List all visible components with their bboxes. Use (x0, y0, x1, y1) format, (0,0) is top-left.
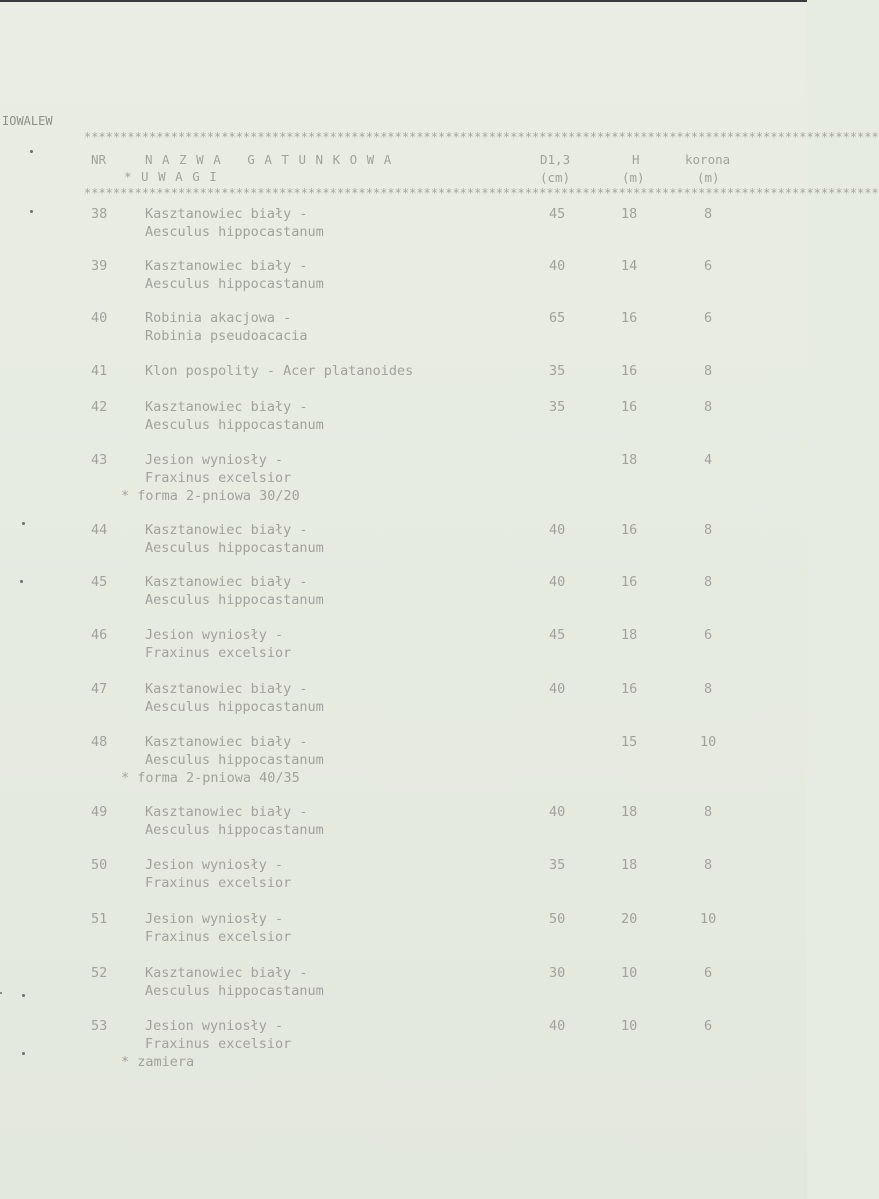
row-nr: 50 (91, 857, 108, 873)
row-nr: 52 (91, 965, 108, 981)
row-latin-name: Aesculus hippocastanum (145, 276, 324, 292)
row-crown: 8 (704, 206, 713, 222)
margin-speck (30, 150, 33, 153)
row-crown: 10 (700, 734, 717, 750)
row-latin-name: Aesculus hippocastanum (145, 592, 324, 608)
row-crown: 6 (704, 310, 713, 326)
row-nr: 44 (91, 522, 108, 538)
row-crown: 8 (704, 399, 713, 415)
row-height: 16 (621, 681, 638, 697)
row-crown: 4 (704, 452, 713, 468)
row-species-name: Kasztanowiec biały - (145, 965, 308, 981)
row-nr: 49 (91, 804, 108, 820)
row-note: * forma 2-pniowa 40/35 (121, 770, 300, 786)
column-crown-unit: (m) (697, 170, 720, 185)
row-latin-name: Fraxinus excelsior (145, 929, 292, 945)
row-nr: 48 (91, 734, 108, 750)
margin-speck (22, 1052, 25, 1055)
row-d13: 35 (549, 857, 566, 873)
row-nr: 42 (91, 399, 108, 415)
column-name-header: N A Z W A G A T U N K O W A (145, 152, 393, 167)
row-d13: 35 (549, 363, 566, 379)
row-species-name: Jesion wyniosły - (145, 911, 284, 927)
row-species-name: Jesion wyniosły - (145, 627, 284, 643)
row-nr: 43 (91, 452, 108, 468)
row-latin-name: Fraxinus excelsior (145, 1036, 292, 1052)
row-latin-name: Fraxinus excelsior (145, 470, 292, 486)
row-nr: 53 (91, 1018, 108, 1034)
row-d13: 30 (549, 965, 566, 981)
row-height: 20 (621, 911, 638, 927)
row-nr: 41 (91, 363, 108, 379)
row-latin-name: Aesculus hippocastanum (145, 822, 324, 838)
row-height: 16 (621, 399, 638, 415)
row-crown: 6 (704, 258, 713, 274)
row-crown: 8 (704, 804, 713, 820)
row-d13: 45 (549, 627, 566, 643)
row-species-name: Kasztanowiec biały - (145, 258, 308, 274)
row-crown: 6 (704, 627, 713, 643)
column-d13-unit: (cm) (540, 170, 571, 185)
column-nr-header: NR (91, 152, 107, 167)
row-height: 10 (621, 1018, 638, 1034)
row-species-name: Kasztanowiec biały - (145, 522, 308, 538)
column-crown-header: korona (685, 152, 731, 167)
row-crown: 6 (704, 965, 713, 981)
row-species-name: Kasztanowiec biały - (145, 399, 308, 415)
row-species-name: Jesion wyniosły - (145, 452, 284, 468)
row-crown: 6 (704, 1018, 713, 1034)
row-nr: 46 (91, 627, 108, 643)
margin-speck (20, 580, 23, 583)
row-species-name: Kasztanowiec biały - (145, 804, 308, 820)
row-latin-name: Robinia pseudoacacia (145, 328, 308, 344)
separator-top: ************************************************************************************************************** (84, 130, 879, 144)
row-crown: 8 (704, 857, 713, 873)
row-d13: 40 (549, 258, 566, 274)
row-species-name: Jesion wyniosły - (145, 857, 284, 873)
row-species-name: Klon pospolity - Acer platanoides (145, 363, 414, 379)
row-nr: 51 (91, 911, 108, 927)
row-crown: 8 (704, 681, 713, 697)
row-height: 16 (621, 522, 638, 538)
row-height: 16 (621, 574, 638, 590)
row-height: 18 (621, 857, 638, 873)
row-species-name: Jesion wyniosły - (145, 1018, 284, 1034)
row-species-name: Kasztanowiec biały - (145, 574, 308, 590)
margin-speck (22, 994, 25, 997)
header-label: IOWALEW (2, 114, 53, 128)
row-d13: 40 (549, 804, 566, 820)
row-d13: 40 (549, 681, 566, 697)
row-species-name: Kasztanowiec biały - (145, 734, 308, 750)
row-nr: 45 (91, 574, 108, 590)
row-crown: 8 (704, 522, 713, 538)
row-d13: 45 (549, 206, 566, 222)
row-nr: 39 (91, 258, 108, 274)
row-height: 16 (621, 310, 638, 326)
row-latin-name: Aesculus hippocastanum (145, 417, 324, 433)
margin-speck (22, 522, 25, 525)
row-crown: 8 (704, 363, 713, 379)
row-height: 18 (621, 804, 638, 820)
row-d13: 40 (549, 522, 566, 538)
row-nr: 38 (91, 206, 108, 222)
row-latin-name: Aesculus hippocastanum (145, 224, 324, 240)
row-latin-name: Aesculus hippocastanum (145, 752, 324, 768)
row-height: 18 (621, 452, 638, 468)
row-d13: 35 (549, 399, 566, 415)
row-note: * forma 2-pniowa 30/20 (121, 488, 300, 504)
row-d13: 40 (549, 1018, 566, 1034)
row-latin-name: Aesculus hippocastanum (145, 699, 324, 715)
column-notes-header: * U W A G I (124, 169, 218, 184)
separator-header: ************************************************************************************************************** (84, 186, 879, 200)
margin-speck (0, 992, 2, 994)
column-h-unit: (m) (622, 170, 645, 185)
row-latin-name: Aesculus hippocastanum (145, 983, 324, 999)
row-crown: 10 (700, 911, 717, 927)
row-note: * zamiera (121, 1054, 195, 1070)
margin-speck (30, 210, 33, 213)
row-height: 18 (621, 627, 638, 643)
row-nr: 47 (91, 681, 108, 697)
row-height: 10 (621, 965, 638, 981)
row-crown: 8 (704, 574, 713, 590)
row-latin-name: Fraxinus excelsior (145, 875, 292, 891)
row-species-name: Kasztanowiec biały - (145, 681, 308, 697)
row-latin-name: Aesculus hippocastanum (145, 540, 324, 556)
column-d13-header: D1,3 (540, 152, 571, 167)
row-height: 18 (621, 206, 638, 222)
row-species-name: Robinia akacjowa - (145, 310, 292, 326)
row-height: 16 (621, 363, 638, 379)
row-species-name: Kasztanowiec biały - (145, 206, 308, 222)
row-d13: 65 (549, 310, 566, 326)
row-nr: 40 (91, 310, 108, 326)
column-h-header: H (632, 152, 640, 167)
row-height: 15 (621, 734, 638, 750)
row-d13: 40 (549, 574, 566, 590)
row-d13: 50 (549, 911, 566, 927)
row-height: 14 (621, 258, 638, 274)
row-latin-name: Fraxinus excelsior (145, 645, 292, 661)
